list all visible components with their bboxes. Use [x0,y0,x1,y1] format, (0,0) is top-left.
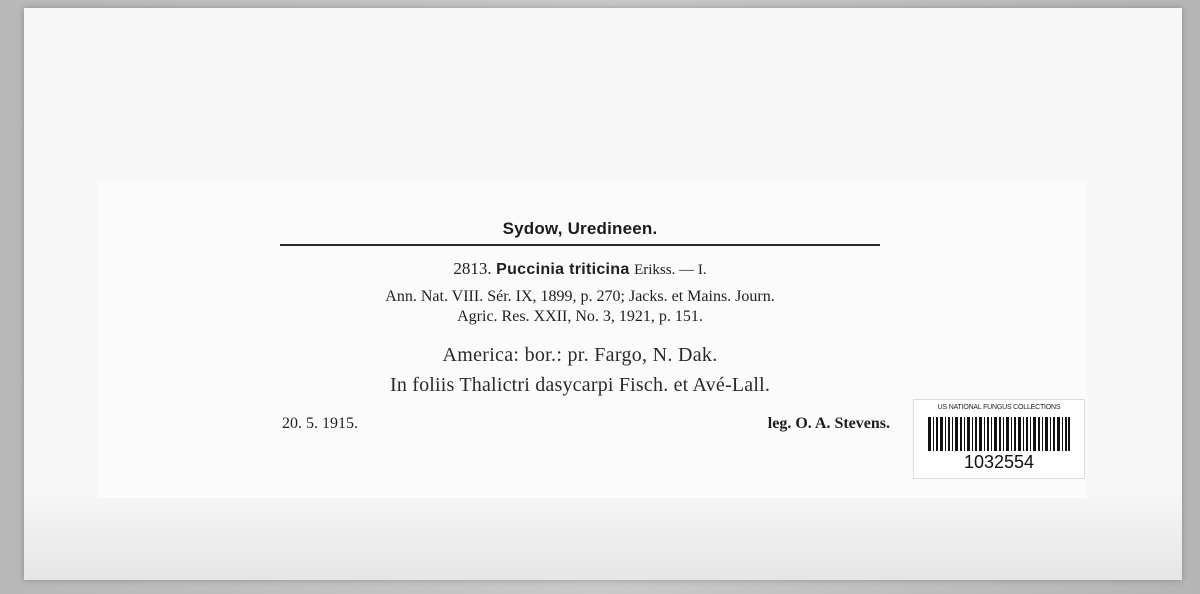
host-text: In foliis Thalictri dasycarpi Fisch. et Avé-Lall. [389,374,771,396]
species-author: Erikss. — I. [634,262,707,278]
sheet-shadow [24,490,1182,580]
header-rule [280,244,880,246]
exsiccata-number: 2813. [453,259,492,278]
barcode-icon [928,417,1070,451]
barcode-number: 1032554 [963,452,1035,472]
species-name: Puccinia triticina [496,261,630,278]
locality-text: America: bor.: pr. Fargo, N. Dak. [442,344,718,366]
barcode-institution: US NATIONAL FUNGUS COLLECTIONS [937,404,1061,411]
citation-line-1: Ann. Nat. VIII. Sér. IX, 1899, p. 270; Jacks. et Mains. Journ. [385,288,775,305]
label-header: Sydow, Uredineen. [502,219,658,238]
citation-line-2: Agric. Res. XXII, No. 3, 1921, p. 151. [457,308,703,325]
collection-date: 20. 5. 1915. [282,415,358,432]
taxon-line [260,258,900,279]
barcode-tag [913,399,1085,479]
collector-name: leg. O. A. Stevens. [767,415,890,432]
